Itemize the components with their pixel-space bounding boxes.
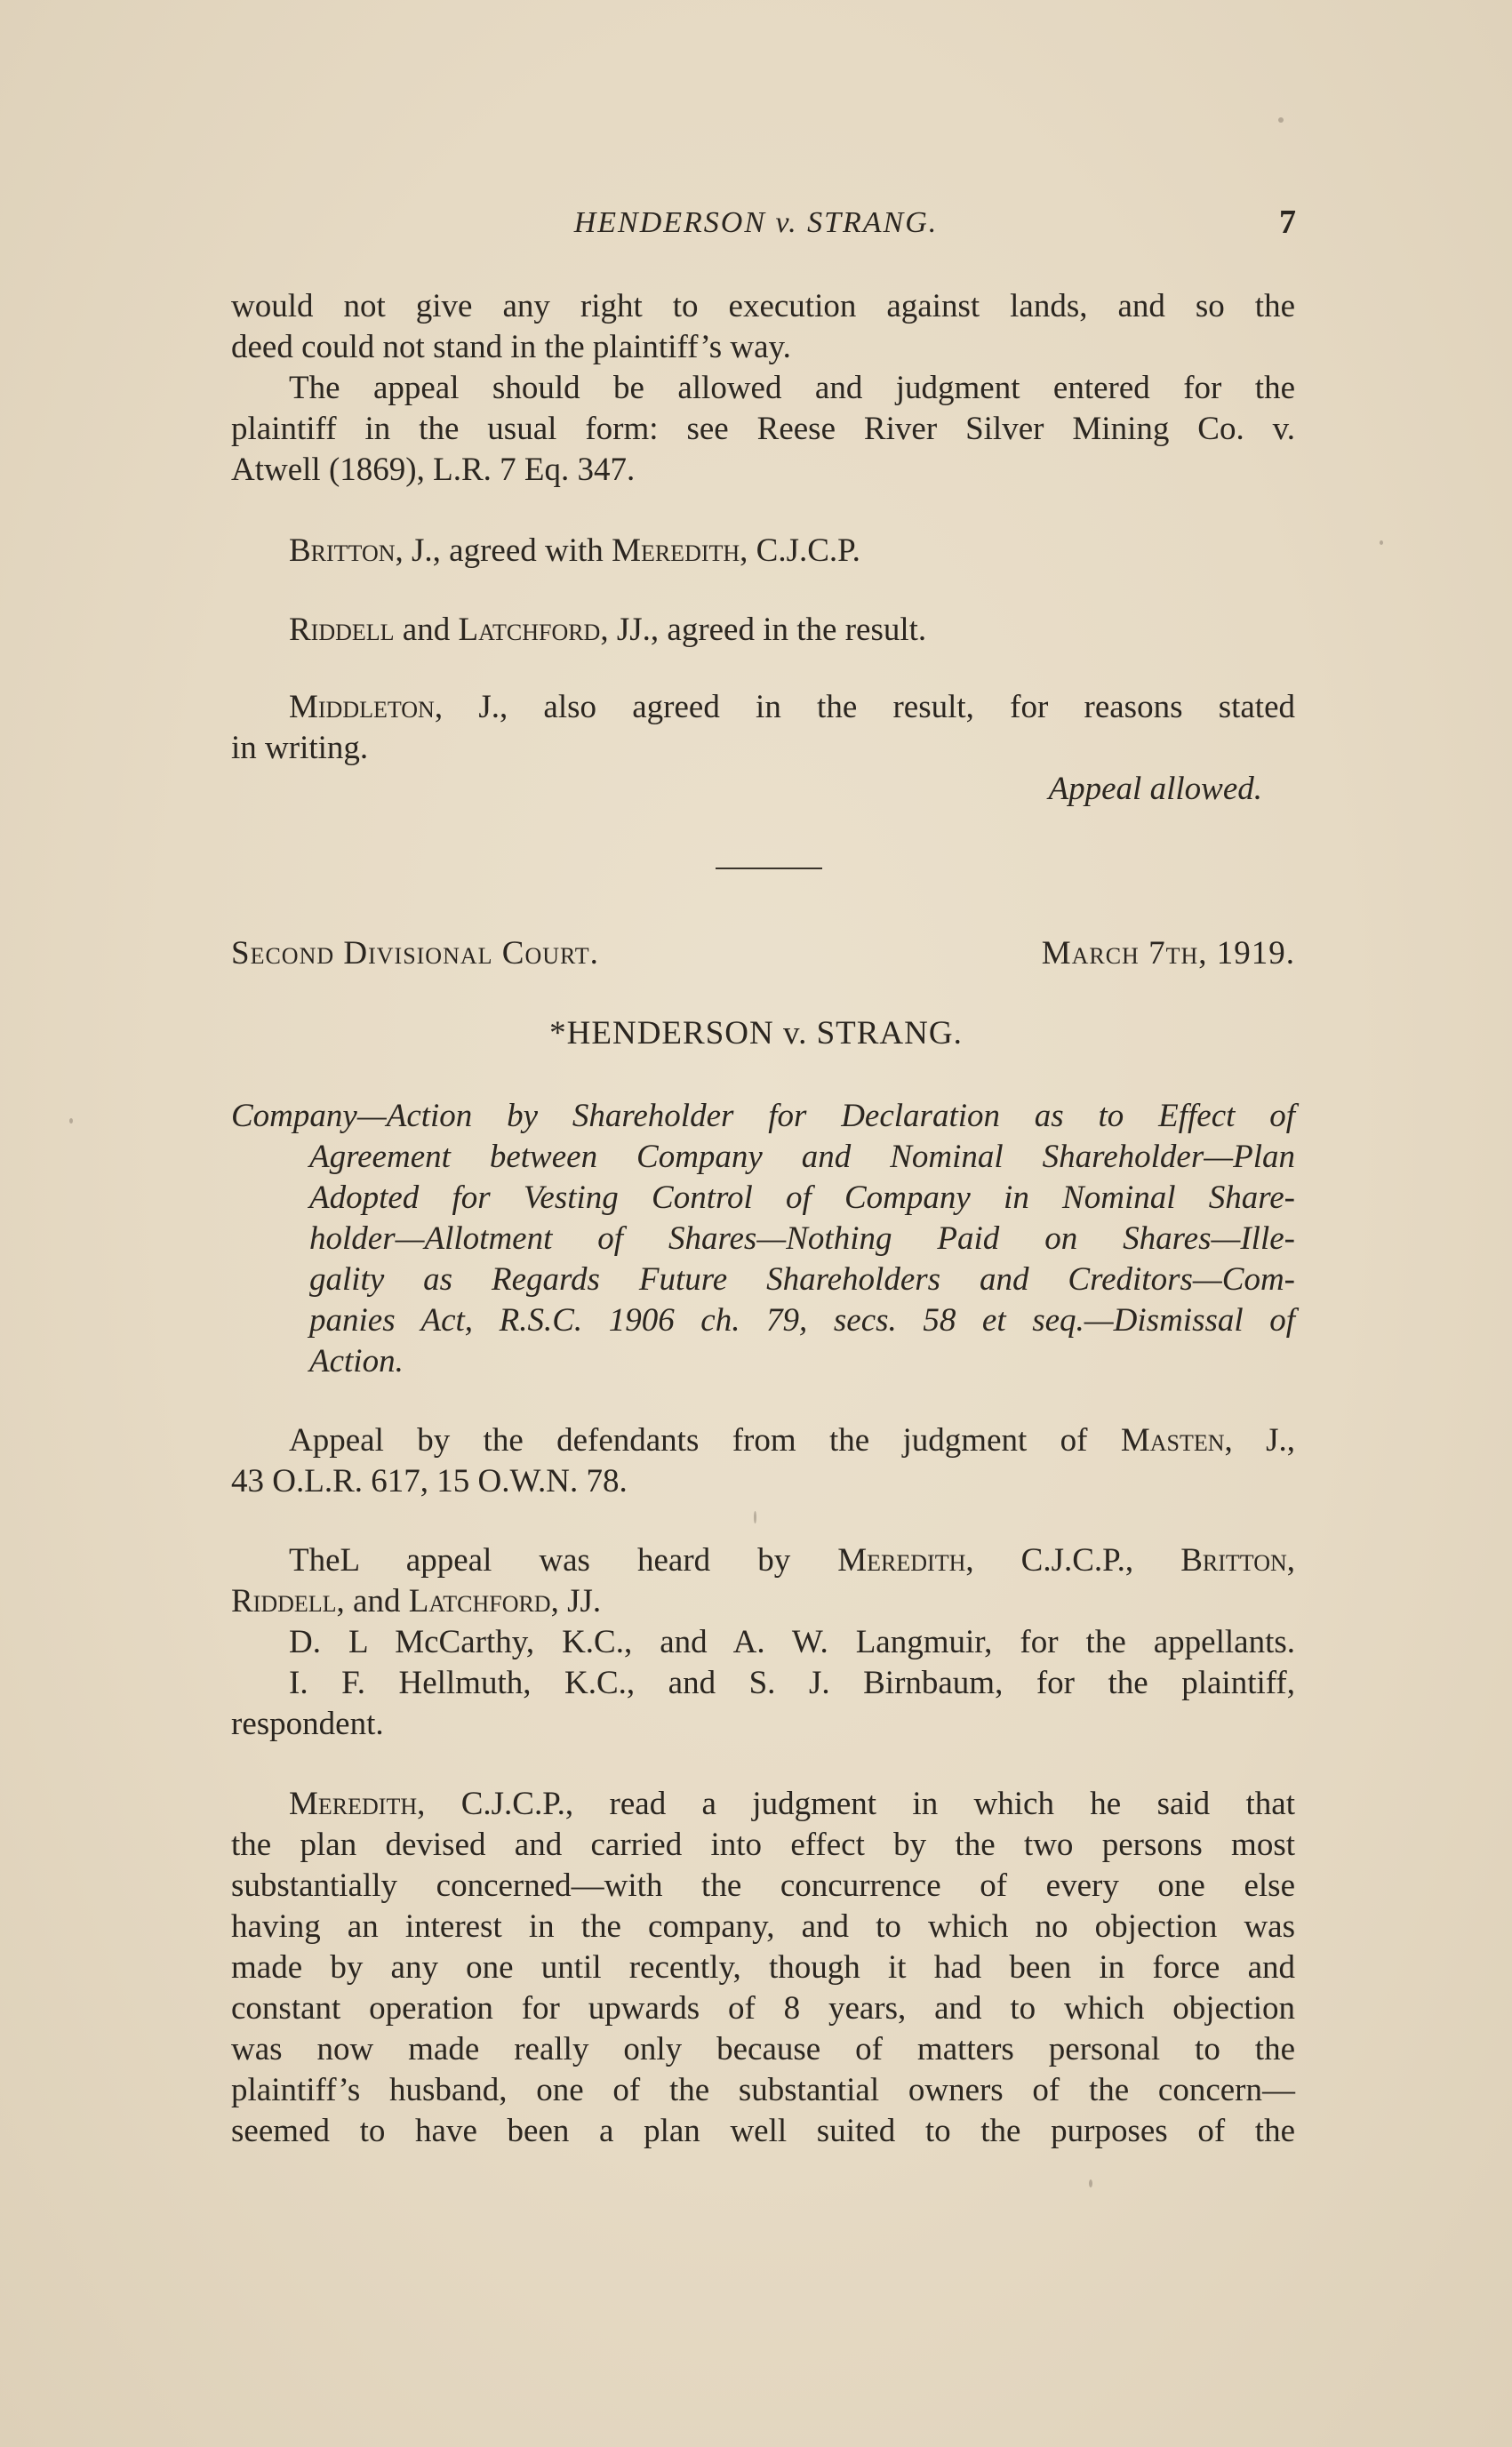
hearing-text: TheL appeal was heard by: [289, 1542, 838, 1579]
headnote-line: Agreement between Company and Nominal Shareholder—Plan: [309, 1139, 1295, 1175]
paper-speck: [1380, 540, 1383, 545]
judgment-line: [289, 1784, 1295, 1825]
text-line: would not give any right to execution against lands, and so the: [231, 288, 1295, 324]
decision-date: March 7th, 1919.: [1041, 935, 1295, 972]
hearing-text: ,: [1286, 1542, 1295, 1579]
concurrence-riddell-latchford: [289, 610, 1295, 651]
counsel-line: D. L McCarthy, K.C., and A. W. Langmuir, for the appellants.: [289, 1624, 1295, 1660]
judge-name: Britton: [289, 532, 396, 569]
paper-speck: [754, 1511, 756, 1523]
text-line: plaintiff in the usual form: see Reese River Silver Mining Co. v.: [231, 411, 1295, 447]
headnote-line: holder—Allotment of Shares—Nothing Paid on Shares—Ille-: [309, 1220, 1295, 1257]
text-line: in writing.: [231, 730, 369, 766]
judgment-line: plaintiff’s husband, one of the substantial owners of the concern—: [231, 2072, 1295, 2108]
headnote-line: gality as Regards Future Shareholders and Creditors—Com-: [309, 1261, 1295, 1298]
judge-name: Latchford: [408, 1583, 551, 1619]
headnote-line: panies Act, R.S.C. 1906 ch. 79, secs. 58 et seq.—Dismissal of: [309, 1302, 1295, 1339]
section-divider: [716, 868, 822, 869]
page-number: 7: [1279, 204, 1296, 241]
hearing-text: , and: [336, 1583, 409, 1619]
hearing-line: [289, 1540, 1295, 1581]
text-line: Atwell (1869), L.R. 7 Eq. 347.: [231, 452, 636, 488]
paper-speck: [1278, 117, 1284, 123]
judge-name: Meredith: [289, 1786, 418, 1822]
text-line: deed could not stand in the plaintiff’s way.: [231, 329, 791, 365]
paper-speck: [1089, 2179, 1092, 2187]
headnote-line: Company—Action by Shareholder for Declaration as to Effect of: [231, 1098, 1295, 1134]
judge-name: Riddell: [289, 612, 395, 648]
counsel-line: I. F. Hellmuth, K.C., and S. J. Birnbaum, for the plaintiff,: [289, 1665, 1295, 1701]
concurrence-britton: [289, 531, 1295, 572]
concurrence-text: , JJ., agreed in the result.: [600, 612, 927, 648]
counsel-line: respondent.: [231, 1706, 384, 1742]
judge-name: Meredith: [612, 532, 740, 569]
judgment-line: the plan devised and carried into effect by the two persons most: [231, 1827, 1295, 1863]
judgment-line: seemed to have been a plan well suited to the purposes of the: [231, 2113, 1295, 2149]
concurrence-text: , C.J.C.P.: [740, 532, 860, 569]
citation-line: 43 O.L.R. 617, 15 O.W.N. 78.: [231, 1463, 628, 1499]
judgment-line: made by any one until recently, though it had been in force and: [231, 1949, 1295, 1986]
hearing-text: , JJ.: [550, 1583, 602, 1619]
headnote-line: Adopted for Vesting Control of Company in Nominal Share-: [309, 1180, 1295, 1216]
judgment-line: was now made really only because of matters personal to the: [231, 2031, 1295, 2067]
judge-name: Britton: [1180, 1542, 1287, 1579]
headnote-line: Action.: [309, 1343, 404, 1379]
judgment-line: substantially concerned—with the concurrence of every one else: [231, 1867, 1295, 1904]
hearing-line: [231, 1581, 1295, 1622]
court-name: Second Divisional Court.: [231, 935, 599, 972]
concurrence-text: , J., also agreed in the result, for reasons stated: [434, 689, 1295, 725]
judge-name: Riddell: [231, 1583, 337, 1619]
paper-speck: [69, 1118, 73, 1124]
judge-name: Middleton: [289, 689, 435, 725]
judge-name: Masten: [1120, 1422, 1225, 1459]
concurrence-text: and: [394, 612, 459, 648]
judgment-line: having an interest in the company, and to which no objection was: [231, 1908, 1295, 1945]
judgment-text: , C.J.C.P., read a judgment in which he said that: [417, 1786, 1295, 1822]
concurrence-text: , J., agreed with: [395, 532, 612, 569]
hearing-text: , C.J.C.P.,: [965, 1542, 1181, 1579]
case-title: *HENDERSON v. STRANG.: [549, 1015, 963, 1052]
appeal-statement: [289, 1420, 1295, 1461]
running-title: HENDERSON v. STRANG.: [573, 206, 939, 239]
concurrence-middleton: [289, 687, 1295, 728]
appeal-result: Appeal allowed.: [1048, 771, 1262, 807]
appeal-text: , J.,: [1224, 1422, 1295, 1459]
judge-name: Meredith: [837, 1542, 966, 1579]
appeal-text: Appeal by the defendants from the judgment of: [289, 1422, 1121, 1459]
judge-name: Latchford: [458, 612, 601, 648]
judgment-line: constant operation for upwards of 8 years, and to which objection: [231, 1990, 1295, 2027]
text-line: The appeal should be allowed and judgment entered for the: [289, 370, 1295, 406]
